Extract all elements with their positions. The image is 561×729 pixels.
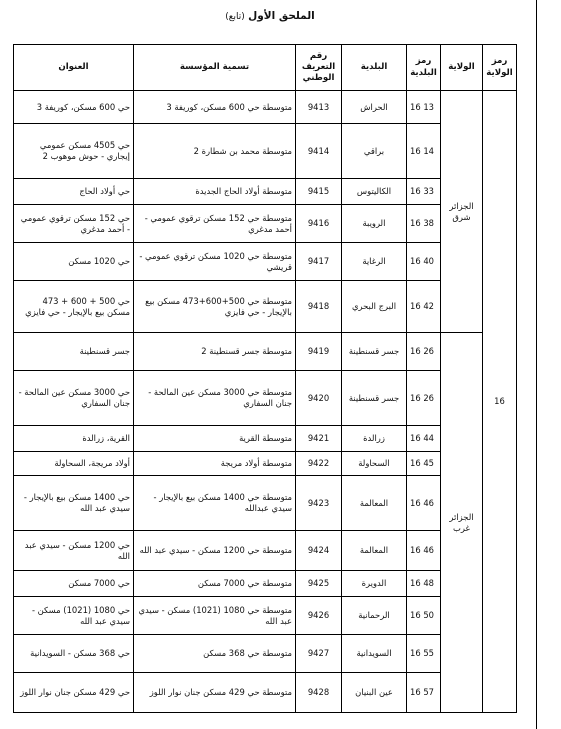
national-id-cell: 9424 xyxy=(296,531,342,571)
table-row xyxy=(14,91,517,124)
national-id-cell: 9420 xyxy=(296,371,342,426)
commune-code-cell: 16 26 xyxy=(407,333,441,371)
commune-code-cell: 16 57 xyxy=(407,673,441,713)
commune-cell: الرويبة xyxy=(342,205,407,243)
commune-cell: المعالمة xyxy=(342,531,407,571)
institutions-table xyxy=(13,44,517,713)
address-cell: القرية، زرالدة xyxy=(14,426,134,452)
commune-cell: البرج البحري xyxy=(342,281,407,333)
national-id-cell: 9414 xyxy=(296,124,342,179)
national-id-cell: 9415 xyxy=(296,179,342,205)
header-wilaya-code: رمز الولاية xyxy=(483,45,517,91)
institution-name-cell: متوسطة القرية xyxy=(134,426,296,452)
commune-code-cell: 16 44 xyxy=(407,426,441,452)
header-national-id: رقم التعريف الوطني xyxy=(296,45,342,91)
wilaya-group-east: الجزائر شرق xyxy=(441,91,483,333)
national-id-cell: 9427 xyxy=(296,635,342,673)
commune-cell: الرغاية xyxy=(342,243,407,281)
national-id-cell: 9423 xyxy=(296,476,342,531)
wilaya-group-west: الجزائر غرب xyxy=(441,333,483,713)
address-cell: حي 1020 مسكن xyxy=(14,243,134,281)
address-cell: حي 1400 مسكن بيع بالإيجار - سيدي عبد الله xyxy=(14,476,134,531)
institution-name-cell: متوسطة حي 3000 مسكن عين المالحة - جنان السفاري xyxy=(134,371,296,426)
page-border-line xyxy=(536,0,537,729)
commune-cell: الدويرة xyxy=(342,571,407,597)
commune-cell: السويدانية xyxy=(342,635,407,673)
national-id-cell: 9426 xyxy=(296,597,342,635)
address-cell: حي 600 مسكن، كوريفة 3 xyxy=(14,91,134,124)
header-commune: البلدية xyxy=(342,45,407,91)
address-cell: حي 1080 (1021) مسكن - سيدي عبد الله xyxy=(14,597,134,635)
commune-code-cell: 16 38 xyxy=(407,205,441,243)
institution-name-cell: متوسطة جسر قسنطينة 2 xyxy=(134,333,296,371)
address-cell: حي 368 مسكن - السويدانية xyxy=(14,635,134,673)
national-id-cell: 9425 xyxy=(296,571,342,597)
header-wilaya: الولاية xyxy=(441,45,483,91)
institution-name-cell: متوسطة أولاد الحاج الجديدة xyxy=(134,179,296,205)
institution-name-cell: متوسطة حي 7000 مسكن xyxy=(134,571,296,597)
commune-code-cell: 16 55 xyxy=(407,635,441,673)
address-cell: أولاد مريجة، السحاولة xyxy=(14,452,134,476)
address-cell: حي 4505 مسكن عمومي إيجاري - حوش موهوب 2 xyxy=(14,124,134,179)
header-address: العنوان xyxy=(14,45,134,91)
institution-name-cell: متوسطة حي 152 مسكن ترقوي عمومي - أحمد مدغري xyxy=(134,205,296,243)
institution-name-cell: متوسطة حي 500+600+473 مسكن بيع بالإيجار - حي فايزي xyxy=(134,281,296,333)
national-id-cell: 9413 xyxy=(296,91,342,124)
address-cell: حي 3000 مسكن عين المالحة - جنان السفاري xyxy=(14,371,134,426)
commune-code-cell: 16 33 xyxy=(407,179,441,205)
commune-cell: الرحمانية xyxy=(342,597,407,635)
address-cell: جسر قسنطينة xyxy=(14,333,134,371)
commune-code-cell: 16 46 xyxy=(407,476,441,531)
annex-title-main: الملحق الأول xyxy=(248,10,315,22)
address-cell: حي 152 مسكن ترقوي عمومي - أحمد مدغري xyxy=(14,205,134,243)
commune-cell: جسر قسنطينة xyxy=(342,333,407,371)
commune-code-cell: 16 50 xyxy=(407,597,441,635)
institution-name-cell: متوسطة حي 368 مسكن xyxy=(134,635,296,673)
commune-code-cell: 16 40 xyxy=(407,243,441,281)
annex-title-sub: (تابع) xyxy=(225,12,245,22)
national-id-cell: 9421 xyxy=(296,426,342,452)
institution-name-cell: متوسطة حي 1020 مسكن ترقوي عمومي - قريشي xyxy=(134,243,296,281)
national-id-cell: 9422 xyxy=(296,452,342,476)
address-cell: حي أولاد الحاج xyxy=(14,179,134,205)
address-cell: حي 429 مسكن جنان نوار اللوز xyxy=(14,673,134,713)
commune-cell: السحاولة xyxy=(342,452,407,476)
commune-cell: زرالدة xyxy=(342,426,407,452)
commune-code-cell: 16 45 xyxy=(407,452,441,476)
national-id-cell: 9418 xyxy=(296,281,342,333)
table-row xyxy=(14,333,517,371)
commune-code-cell: 16 48 xyxy=(407,571,441,597)
institution-name-cell: متوسطة حي 1200 مسكن - سيدي عبد الله xyxy=(134,531,296,571)
commune-code-cell: 16 26 xyxy=(407,371,441,426)
institution-name-cell: متوسطة أولاد مريجة xyxy=(134,452,296,476)
commune-cell: الكاليتوس xyxy=(342,179,407,205)
commune-cell: براقي xyxy=(342,124,407,179)
institution-name-cell: متوسطة محمد بن شطارة 2 xyxy=(134,124,296,179)
commune-cell: المعالمة xyxy=(342,476,407,531)
national-id-cell: 9416 xyxy=(296,205,342,243)
wilaya-code-cell: 16 xyxy=(483,91,517,713)
commune-cell: جسر قسنطينة xyxy=(342,371,407,426)
header-institution-name: تسمية المؤسسة xyxy=(134,45,296,91)
header-commune-code: رمز البلدية xyxy=(407,45,441,91)
address-cell: حي 500 + 600 + 473 مسكن بيع بالإيجار - حي فايزي xyxy=(14,281,134,333)
national-id-cell: 9419 xyxy=(296,333,342,371)
commune-code-cell: 16 42 xyxy=(407,281,441,333)
table-header-row xyxy=(14,45,517,91)
national-id-cell: 9417 xyxy=(296,243,342,281)
address-cell: حي 7000 مسكن xyxy=(14,571,134,597)
commune-cell: عين البنيان xyxy=(342,673,407,713)
institution-name-cell: متوسطة حي 1400 مسكن بيع بالإيجار - سيدي عبدالله xyxy=(134,476,296,531)
commune-code-cell: 16 13 xyxy=(407,91,441,124)
national-id-cell: 9428 xyxy=(296,673,342,713)
commune-code-cell: 16 46 xyxy=(407,531,441,571)
commune-code-cell: 16 14 xyxy=(407,124,441,179)
institution-name-cell: متوسطة حي 429 مسكن جنان نوار اللوز xyxy=(134,673,296,713)
commune-cell: الحراش xyxy=(342,91,407,124)
institution-name-cell: متوسطة حي 1080 (1021) مسكن - سيدي عبد الله xyxy=(134,597,296,635)
annex-title xyxy=(200,10,340,22)
address-cell: حي 1200 مسكن - سيدي عبد الله xyxy=(14,531,134,571)
institution-name-cell: متوسطة حي 600 مسكن، كوريفة 3 xyxy=(134,91,296,124)
